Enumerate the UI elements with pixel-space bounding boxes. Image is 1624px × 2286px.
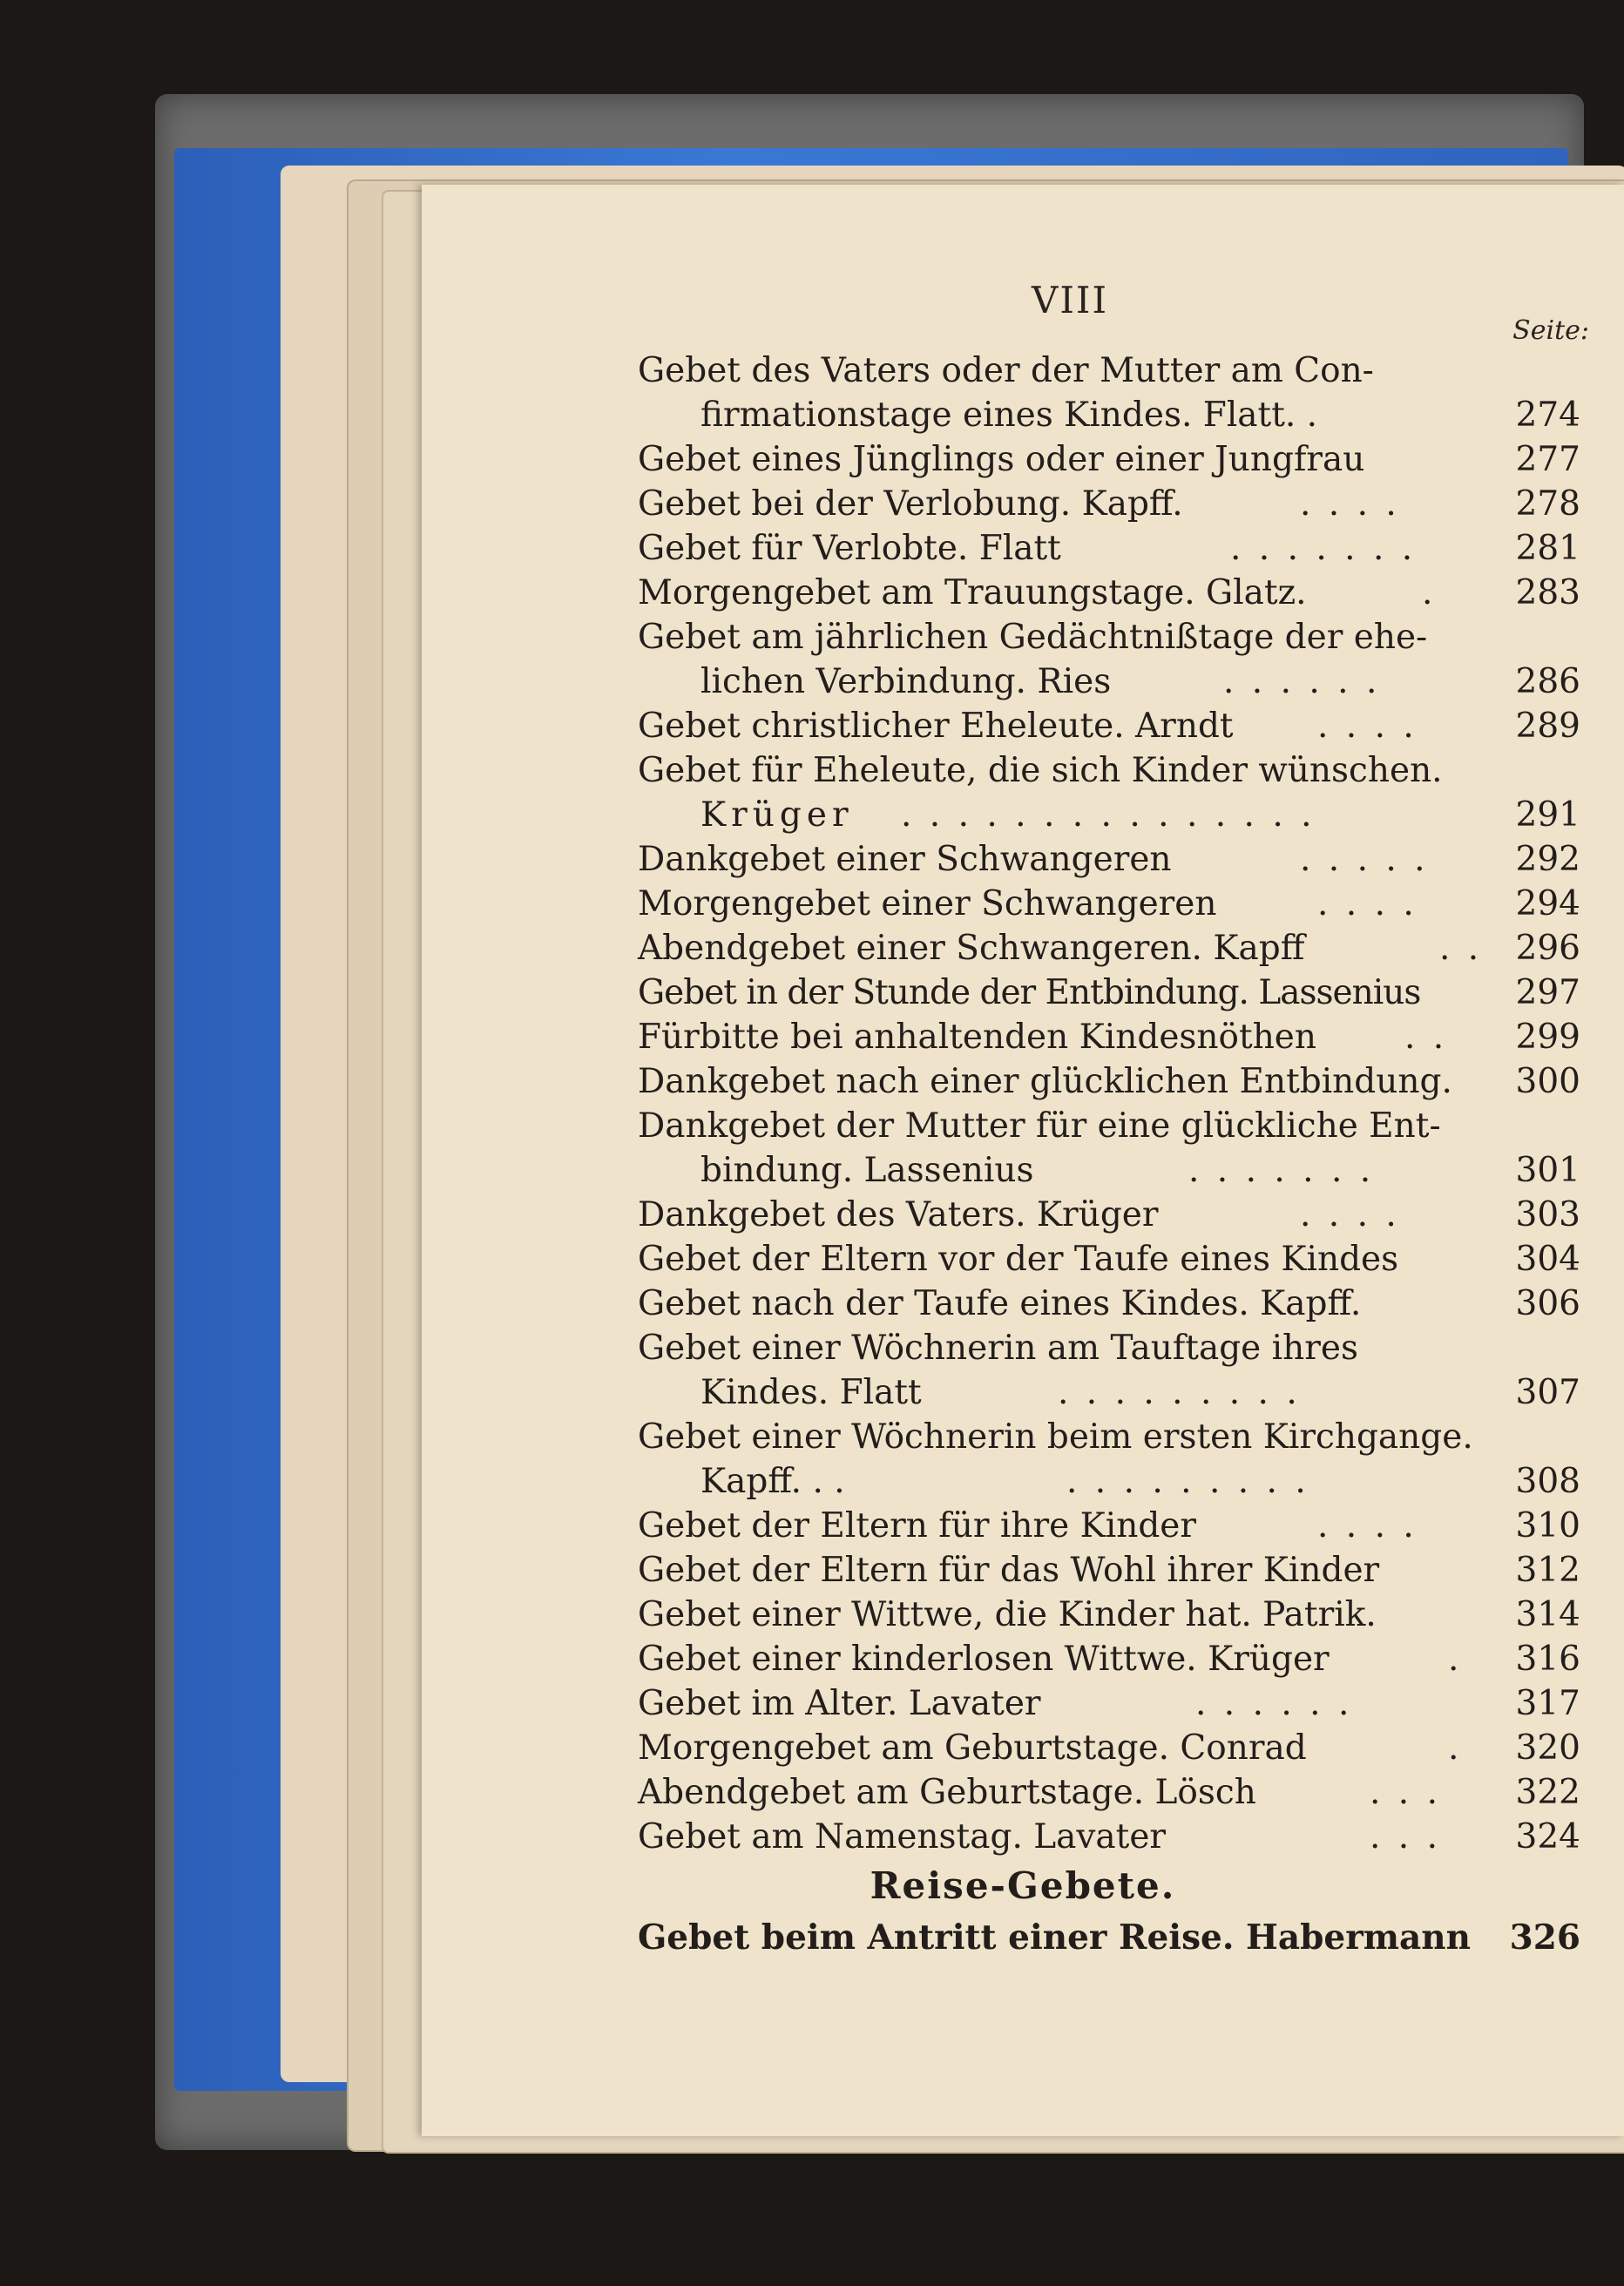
toc-entry: Abendgebet am Geburtstage. Lösch . . . 322	[638, 1773, 1580, 1812]
toc-entry: Gebet der Eltern vor der Taufe eines Kindes 304	[638, 1240, 1580, 1279]
toc-entry: Gebet einer kinderlosen Wittwe. Krüger . 316	[638, 1640, 1580, 1679]
toc-entry: Gebet einer Wöchnerin beim ersten Kirchgange.	[638, 1417, 1473, 1457]
toc-entry: Dankgebet einer Schwangeren . . . . . 292	[638, 840, 1580, 879]
toc-entry: Gebet beim Antritt einer Reise. Habermann 326	[638, 1917, 1580, 1958]
toc-entry: Gebet christlicher Eheleute. Arndt . . . . 289	[638, 707, 1580, 746]
toc-entry: Gebet für Eheleute, die sich Kinder wünschen.	[638, 751, 1443, 790]
table-of-contents	[422, 185, 1624, 2136]
section-heading: Reise-Gebete.	[870, 1864, 1176, 1907]
toc-entry: Gebet für Verlobte. Flatt . . . . . . . 281	[638, 529, 1580, 568]
toc-entry: Abendgebet einer Schwangeren. Kapff . . 296	[638, 929, 1580, 968]
toc-entry: Dankgebet nach einer glücklichen Entbindung. 300	[638, 1062, 1580, 1101]
page-number: VIII	[1032, 279, 1109, 321]
book-page	[422, 185, 1624, 2136]
toc-entry: Morgengebet einer Schwangeren . . . . 294	[638, 884, 1580, 923]
toc-entry: Gebet des Vaters oder der Mutter am Con-	[638, 351, 1374, 390]
toc-entry: Gebet am jährlichen Gedächtnißtage der ehe-	[638, 618, 1428, 657]
toc-entry: Morgengebet am Geburtstage. Conrad . 320	[638, 1728, 1580, 1768]
toc-entry: bindung. Lassenius . . . . . . . 301	[700, 1151, 1580, 1190]
toc-entry: Fürbitte bei anhaltenden Kindesnöthen . . 299	[638, 1018, 1580, 1057]
toc-entry: firmationstage eines Kindes. Flatt. . 274	[700, 396, 1580, 435]
toc-entry: Gebet am Namenstag. Lavater . . . 324	[638, 1817, 1580, 1857]
toc-entry: Gebet der Eltern für ihre Kinder . . . . 310	[638, 1506, 1580, 1545]
toc-entry: Gebet bei der Verlobung. Kapff. . . . . 278	[638, 484, 1580, 524]
toc-entry: Gebet im Alter. Lavater . . . . . . 317	[638, 1684, 1580, 1723]
toc-entry: Gebet der Eltern für das Wohl ihrer Kinder 312	[638, 1551, 1580, 1590]
toc-entry: Krüger . . . . . . . . . . . . . . . 291	[700, 795, 1580, 835]
toc-entry: Gebet nach der Taufe eines Kindes. Kapff. 306	[638, 1284, 1580, 1323]
column-label: Seite:	[1512, 315, 1589, 346]
toc-entry: Dankgebet der Mutter für eine glückliche Ent-	[638, 1106, 1441, 1146]
toc-entry: Dankgebet des Vaters. Krüger . . . . 303	[638, 1195, 1580, 1234]
toc-entry: Gebet in der Stunde der Entbindung. Lassenius 297	[638, 973, 1580, 1012]
toc-entry: Morgengebet am Trauungstage. Glatz. . 283	[638, 573, 1580, 612]
toc-entry: Gebet einer Wittwe, die Kinder hat. Patrik. 314	[638, 1595, 1580, 1634]
toc-entry: lichen Verbindung. Ries . . . . . . 286	[700, 662, 1580, 701]
toc-entry: Kindes. Flatt . . . . . . . . . 307	[700, 1373, 1580, 1412]
toc-entry: Gebet eines Jünglings oder einer Jungfrau 277	[638, 440, 1580, 479]
toc-entry: Kapff. . . . . . . . . . . . 308	[700, 1462, 1580, 1501]
toc-entry: Gebet einer Wöchnerin am Tauftage ihres	[638, 1329, 1358, 1368]
